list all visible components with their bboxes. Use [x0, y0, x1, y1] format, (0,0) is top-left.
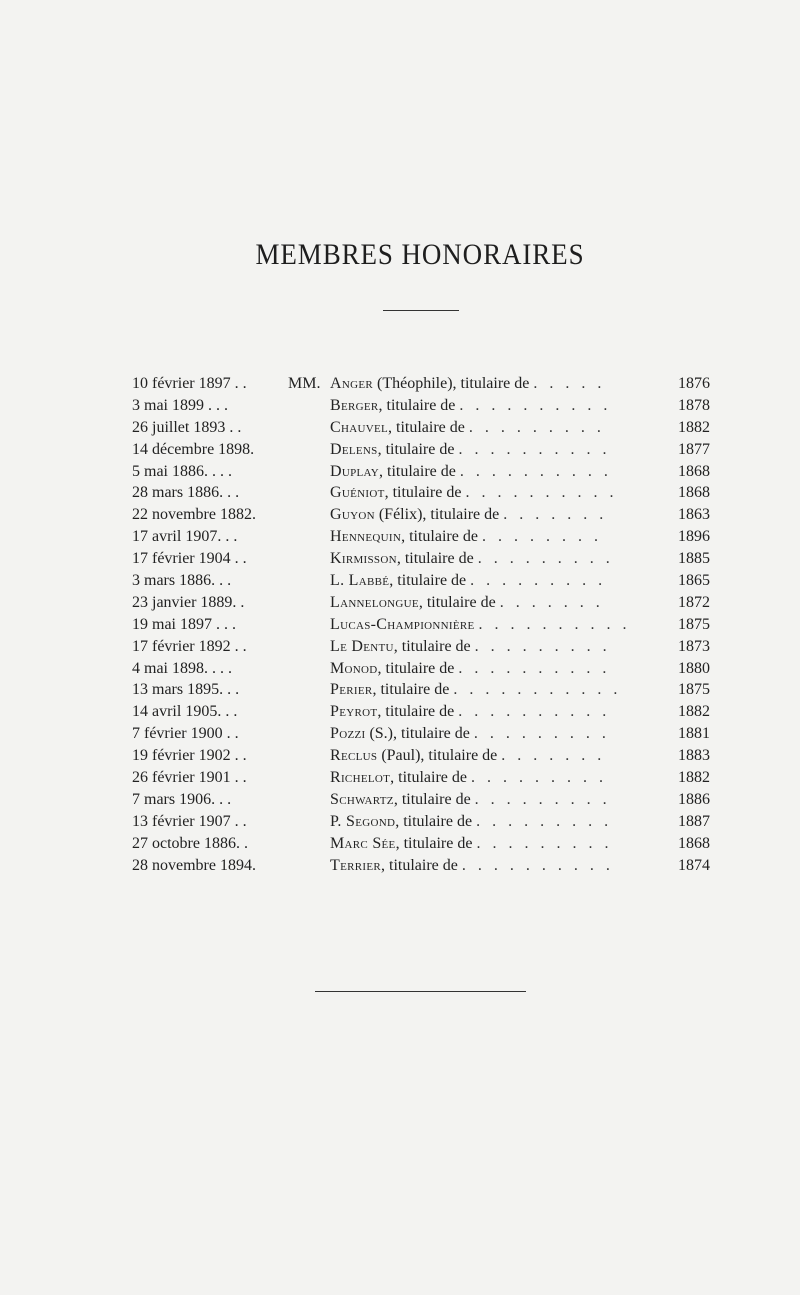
member-title: , titulaire de	[393, 790, 471, 808]
member-date: 3 mai 1899 . . .	[132, 396, 228, 414]
member-row	[0, 570, 800, 592]
member-date: 10 février 1897 . .	[132, 375, 247, 392]
member-row	[0, 767, 800, 789]
member-name: Chauvel	[330, 418, 388, 436]
member-entry	[330, 636, 670, 658]
member-row	[0, 701, 800, 723]
member-entry	[330, 504, 670, 526]
member-title: , titulaire de	[389, 572, 467, 590]
member-year: 1876	[678, 375, 710, 392]
member-entry	[330, 461, 670, 483]
member-name: Terrier	[330, 856, 381, 874]
member-name: Marc Sée	[330, 834, 396, 852]
member-entry	[330, 811, 670, 833]
member-date: 17 février 1904 . .	[132, 550, 247, 568]
leader-dots: . . . . . . . . .	[473, 725, 610, 743]
member-year: 1865	[678, 572, 710, 590]
member-name: Guyon	[330, 506, 375, 524]
member-date: 17 février 1892 . .	[132, 637, 247, 655]
member-row	[0, 548, 800, 570]
member-year: 1875	[678, 615, 710, 633]
leader-dots: . . . . . . .	[501, 747, 606, 765]
title-rule	[383, 310, 459, 311]
member-name: P. Segond	[330, 812, 396, 830]
member-year: 1880	[678, 659, 710, 677]
member-title: , titulaire de	[396, 550, 474, 568]
end-rule	[315, 991, 526, 992]
member-title: , titulaire de	[384, 484, 462, 502]
leader-dots: . . . . . . .	[499, 593, 604, 611]
member-entry	[330, 592, 670, 614]
member-name: Anger	[330, 375, 373, 392]
member-date: 19 mai 1897 . . .	[132, 615, 236, 633]
member-row	[0, 439, 800, 461]
member-entry	[330, 417, 670, 439]
member-row	[0, 833, 800, 855]
member-entry	[330, 833, 670, 855]
leader-dots: . . . . . . . . . .	[461, 856, 614, 874]
member-entry	[330, 745, 670, 767]
member-year: 1875	[678, 681, 710, 699]
member-date: 19 février 1902 . .	[132, 747, 247, 765]
member-date: 26 février 1901 . .	[132, 769, 247, 787]
leader-dots: . . . . . . . . .	[477, 550, 614, 568]
leader-dots: . . . . . . . . . .	[465, 484, 618, 502]
member-title: , titulaire de	[388, 418, 465, 436]
member-entry	[330, 482, 670, 504]
member-row	[0, 526, 800, 548]
member-row	[0, 636, 800, 658]
member-year: 1881	[678, 725, 710, 743]
leader-dots: . . . . . . . . . .	[459, 462, 612, 480]
leader-dots: . . . . . . . . . . .	[453, 681, 622, 699]
member-title: (Théophile), titulaire de	[373, 375, 530, 392]
member-row	[0, 855, 800, 877]
member-title: (S.), titulaire de	[365, 725, 470, 743]
member-row	[0, 395, 800, 417]
members-list	[0, 373, 800, 876]
member-year: 1868	[678, 834, 710, 852]
member-date: 13 février 1907 . .	[132, 812, 247, 830]
member-year: 1896	[678, 528, 710, 546]
member-date: 7 mars 1906. . .	[132, 790, 232, 808]
member-year: 1882	[678, 769, 710, 787]
members-prefix: MM.	[288, 375, 321, 392]
leader-dots: . . . . . . . . . .	[478, 615, 631, 633]
member-row	[0, 482, 800, 504]
member-year: 1868	[678, 484, 710, 502]
member-title: , titulaire de	[379, 462, 456, 480]
member-date: 5 mai 1886. . . .	[132, 462, 232, 480]
member-year: 1883	[678, 747, 710, 765]
leader-dots: . . . . . . . . . .	[458, 440, 611, 458]
member-row	[0, 417, 800, 439]
member-name: Peyrot	[330, 703, 378, 721]
member-date: 13 mars 1895. . .	[132, 681, 240, 699]
member-title: (Félix), titulaire de	[374, 506, 500, 524]
member-entry	[330, 439, 670, 461]
member-date: 26 juillet 1893 . .	[132, 418, 242, 436]
member-entry	[330, 789, 670, 811]
member-name: Hennequin	[330, 528, 402, 546]
member-date: 7 février 1900 . .	[132, 725, 239, 743]
member-entry	[330, 658, 670, 680]
leader-dots: . . . . . . . . .	[468, 418, 605, 436]
leader-dots: . . . . . . . . .	[476, 834, 613, 852]
member-date: 3 mars 1886. . .	[132, 572, 232, 590]
member-name: Kirmisson	[330, 550, 397, 568]
member-title: , titulaire de	[372, 681, 450, 699]
member-year: 1878	[678, 396, 710, 414]
leader-dots: . . . . . . . . .	[470, 572, 607, 590]
member-title: , titulaire de	[378, 396, 456, 414]
member-date: 14 avril 1905. . .	[132, 703, 238, 721]
member-entry	[330, 701, 670, 723]
member-name: Schwartz	[330, 790, 394, 808]
member-entry	[330, 855, 670, 877]
member-row	[0, 504, 800, 526]
member-name: Monod	[330, 659, 378, 677]
member-entry	[330, 570, 670, 592]
member-row	[0, 373, 800, 395]
member-title: (Paul), titulaire de	[377, 747, 498, 765]
member-name: Duplay	[330, 462, 380, 480]
member-row	[0, 461, 800, 483]
member-title: , titulaire de	[418, 593, 496, 611]
member-name: Reclus	[330, 747, 378, 765]
member-title: , titulaire de	[377, 440, 455, 458]
leader-dots: . . . . . . . . . .	[459, 396, 612, 414]
member-year: 1877	[678, 440, 710, 458]
member-name: Lucas-Championnière	[330, 615, 475, 633]
leader-dots: . . . . . . . . . .	[458, 703, 611, 721]
member-title: , titulaire de	[401, 528, 478, 546]
member-entry	[330, 614, 670, 636]
member-date: 14 décembre 1898.	[132, 440, 255, 458]
member-row	[0, 811, 800, 833]
member-entry	[330, 526, 670, 548]
member-name: Guéniot	[330, 484, 385, 502]
member-name: Le Dentu	[330, 637, 394, 655]
member-row	[0, 679, 800, 701]
member-title: , titulaire de	[390, 769, 467, 787]
leader-dots: . . . . . . . . .	[476, 812, 613, 830]
member-date: 27 octobre 1886. .	[132, 834, 248, 852]
member-title: , titulaire de	[395, 812, 473, 830]
member-row	[0, 789, 800, 811]
leader-dots: . . . . . . .	[503, 506, 608, 524]
member-name: Delens	[330, 440, 378, 458]
member-title: , titulaire de	[377, 659, 455, 677]
member-name: L. Labbé	[330, 572, 390, 590]
member-name: Richelot	[330, 769, 391, 787]
member-year: 1882	[678, 418, 710, 436]
member-date: 23 janvier 1889. .	[132, 593, 245, 611]
leader-dots: . . . . . . . . .	[470, 769, 607, 787]
member-name: Lannelongue	[330, 593, 419, 611]
member-title: , titulaire de	[381, 856, 458, 874]
leader-dots: . . . . . . . .	[481, 528, 602, 546]
leader-dots: . . . . . . . . . .	[458, 659, 611, 677]
leader-dots: . . . . .	[533, 375, 606, 392]
member-entry	[330, 373, 670, 395]
member-year: 1887	[678, 812, 710, 830]
member-name: Pozzi	[330, 725, 366, 743]
leader-dots: . . . . . . . . .	[474, 790, 611, 808]
member-name: Berger	[330, 396, 379, 414]
member-year: 1863	[678, 506, 710, 524]
member-entry	[330, 723, 670, 745]
member-entry	[330, 679, 670, 701]
member-row	[0, 745, 800, 767]
member-date: 28 mars 1886. . .	[132, 484, 240, 502]
member-title: , titulaire de	[393, 637, 471, 655]
member-row	[0, 658, 800, 680]
member-entry	[330, 548, 670, 570]
member-title: , titulaire de	[377, 703, 455, 721]
leader-dots: . . . . . . . . .	[474, 637, 611, 655]
member-row	[0, 723, 800, 745]
member-entry	[330, 767, 670, 789]
member-row	[0, 614, 800, 636]
member-year: 1886	[678, 790, 710, 808]
member-entry	[330, 395, 670, 417]
page-title: MEMBRES HONORAIRES	[255, 238, 585, 271]
member-row	[0, 592, 800, 614]
member-year: 1885	[678, 550, 710, 568]
member-date: 22 novembre 1882.	[132, 506, 256, 524]
member-date: 28 novembre 1894.	[132, 856, 256, 874]
member-year: 1874	[678, 856, 710, 874]
member-year: 1872	[678, 593, 710, 611]
member-date: 4 mai 1898. . . .	[132, 659, 232, 677]
member-date: 17 avril 1907. . .	[132, 528, 238, 546]
member-name: Perier	[330, 681, 373, 699]
member-year: 1868	[678, 462, 710, 480]
member-year: 1882	[678, 703, 710, 721]
member-title: , titulaire de	[395, 834, 473, 852]
member-year: 1873	[678, 637, 710, 655]
